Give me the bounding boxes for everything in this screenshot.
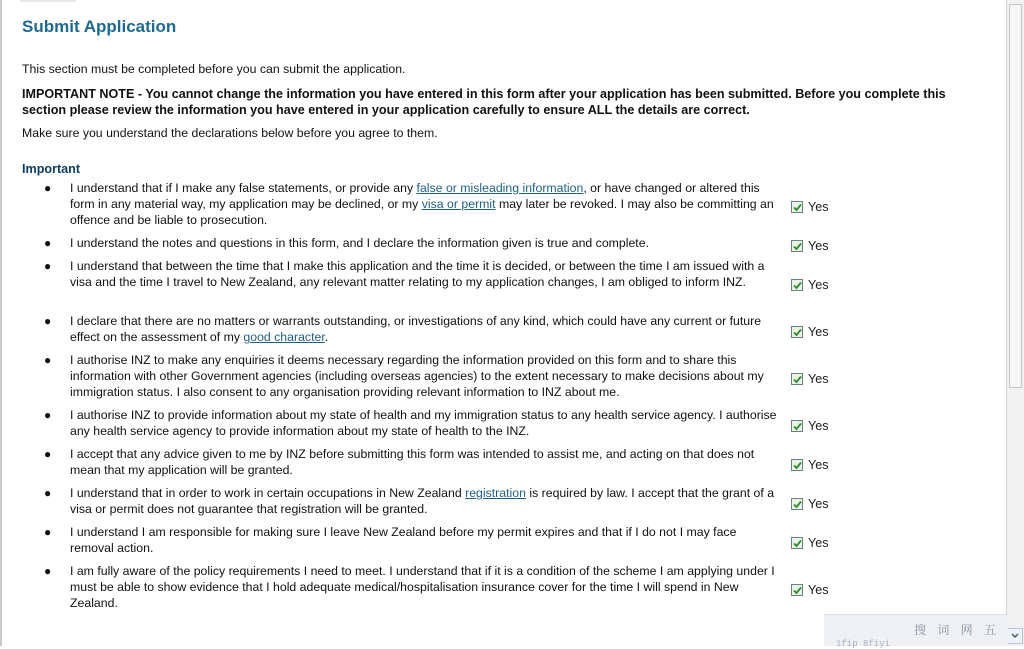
yes-checkbox-group[interactable] [791, 372, 829, 386]
yes-label[interactable]: Yes [808, 497, 829, 511]
declaration-text-segment: I declare that there are no matters or warrants outstanding, or investigations of any kind, which could have any current or future effect on the assessment of my [70, 314, 762, 344]
yes-label[interactable]: Yes [808, 583, 829, 597]
watermark-overlay [824, 614, 1008, 649]
declaration-text [70, 258, 780, 290]
bullet-icon: ● [44, 353, 52, 367]
window-left-border [0, 0, 2, 646]
checkmark-icon [793, 281, 802, 290]
yes-checkbox[interactable] [791, 420, 803, 432]
declaration-text-segment: I understand that in order to work in certain occupations in New Zealand [70, 486, 466, 500]
yes-label[interactable]: Yes [808, 325, 829, 339]
declaration-text-segment: . [324, 330, 329, 344]
declaration-text [70, 352, 780, 400]
yes-checkbox[interactable] [791, 537, 803, 549]
watermark-text: 搜 词 网 五 [913, 623, 1000, 637]
page-title: Submit Application [22, 17, 177, 36]
section-heading-important: Important [22, 162, 81, 176]
checkmark-icon [793, 328, 802, 337]
bullet-icon: ● [44, 564, 52, 578]
important-note: IMPORTANT NOTE - You cannot change the information you have entered in this form after your application has been submitted. Before you complete this section please review the information you have entered in your application carefully to ensure ALL the details are correct. [22, 87, 946, 117]
scroll-down-button[interactable] [1007, 628, 1023, 644]
declaration-text [70, 407, 780, 439]
yes-checkbox[interactable] [791, 584, 803, 596]
declaration-text-segment: I understand that between the time that I make this application and the time it is decided, or between the time I am issued with a visa and the time I travel to New Zealand, any relevant matter relating to my application changes, I am obliged to inform INZ. [70, 259, 765, 289]
yes-checkbox[interactable] [791, 459, 803, 471]
yes-checkbox[interactable] [791, 326, 803, 338]
declaration-text-segment: may later be revoked. I may also be committing an offence and be liable to prosecution. [70, 197, 774, 227]
yes-label[interactable]: Yes [808, 536, 829, 550]
checkmark-icon [793, 539, 802, 548]
checkmark-icon [793, 586, 802, 595]
declaration-link[interactable]: false or misleading information [416, 181, 584, 195]
declarations-intro: Make sure you understand the declarations below before you agree to them. [22, 126, 438, 140]
chevron-down-icon [1011, 633, 1019, 639]
yes-checkbox-group[interactable] [791, 458, 829, 472]
yes-checkbox-group[interactable] [791, 419, 829, 433]
bullet-icon: ● [44, 236, 52, 250]
yes-label[interactable]: Yes [808, 200, 829, 214]
yes-label[interactable]: Yes [808, 372, 829, 386]
checkmark-icon [793, 242, 802, 251]
declaration-text-segment: , or have changed or altered this form in any material way, my application may be declined, or my [70, 181, 760, 211]
yes-checkbox[interactable] [791, 279, 803, 291]
declaration-text-segment: I understand that if I make any false statements, or provide any [70, 181, 417, 195]
checkmark-icon [793, 461, 802, 470]
yes-checkbox[interactable] [791, 498, 803, 510]
yes-label[interactable]: Yes [808, 458, 829, 472]
yes-label[interactable]: Yes [808, 239, 829, 253]
declaration-text [70, 180, 780, 228]
yes-label[interactable]: Yes [808, 278, 829, 292]
bullet-icon: ● [44, 259, 52, 273]
yes-checkbox[interactable] [791, 373, 803, 385]
yes-checkbox-group[interactable] [791, 278, 829, 292]
yes-checkbox-group[interactable] [791, 239, 829, 253]
yes-checkbox[interactable] [791, 201, 803, 213]
yes-checkbox-group[interactable] [791, 536, 829, 550]
declaration-text [70, 524, 780, 556]
declaration-link[interactable]: visa or permit [421, 197, 496, 211]
yes-checkbox-group[interactable] [791, 325, 829, 339]
bullet-icon: ● [44, 525, 52, 539]
yes-checkbox[interactable] [791, 240, 803, 252]
declaration-link[interactable]: good character [243, 330, 325, 344]
declaration-text-segment: I authorise INZ to provide information about my state of health and my immigration status to any health service agency. I authorise any health service agency to provide information about my state of health to the INZ. [70, 408, 777, 438]
checkmark-icon [793, 203, 802, 212]
yes-checkbox-group[interactable] [791, 200, 829, 214]
vertical-scrollbar[interactable] [1006, 0, 1024, 646]
declaration-text-segment: I understand the notes and questions in this form, and I declare the information given is true and complete. [70, 236, 649, 250]
bullet-icon: ● [44, 181, 52, 195]
bullet-icon: ● [44, 486, 52, 500]
declaration-text [70, 313, 780, 345]
declaration-link[interactable]: registration [465, 486, 526, 500]
declaration-text-segment: I am fully aware of the policy requirements I need to meet. I understand that if it is a condition of the scheme I am applying under I must be able to show evidence that I hold adequate medical/hospitalisation insurance cover for the time I will spend in New Zealand. [70, 564, 775, 610]
declaration-text-segment: I understand I am responsible for making sure I leave New Zealand before my permit expires and that if I do not I may face removal action. [70, 525, 737, 555]
declaration-text-segment: I authorise INZ to make any enquiries it deems necessary regarding the information provided on this form and to share this information with other Government agencies (including overseas agencies) to the extent necessary to make decisions about my immigration status. I also consent to any organisation providing relevant information to INZ about me. [70, 353, 764, 399]
window-top-edge [20, 0, 76, 2]
checkmark-icon [793, 422, 802, 431]
declaration-text [70, 485, 780, 517]
bullet-icon: ● [44, 314, 52, 328]
declaration-text [70, 563, 780, 611]
declaration-text-segment: is required by law. I accept that the grant of a visa or permit does not guarantee that registration will be granted. [70, 486, 775, 516]
checkmark-icon [793, 500, 802, 509]
declaration-text-segment: I accept that any advice given to me by INZ before submitting this form was intended to assist me, and acting on that does not mean that my application will be granted. [70, 447, 755, 477]
checkmark-icon [793, 375, 802, 384]
yes-checkbox-group[interactable] [791, 583, 829, 597]
watermark-subtext: 1fip 8fiyi [836, 639, 891, 649]
bullet-icon: ● [44, 447, 52, 461]
yes-checkbox-group[interactable] [791, 497, 829, 511]
declaration-text [70, 446, 780, 478]
declaration-text [70, 235, 780, 251]
intro-text: This section must be completed before you can submit the application. [22, 62, 406, 76]
bullet-icon: ● [44, 408, 52, 422]
scrollbar-thumb[interactable] [1009, 4, 1022, 388]
yes-label[interactable]: Yes [808, 419, 829, 433]
